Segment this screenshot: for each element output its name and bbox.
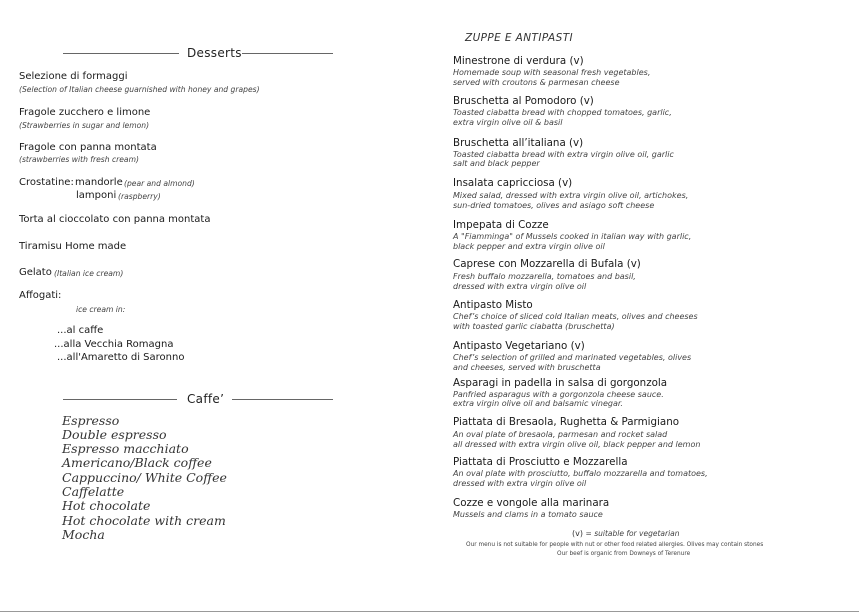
- beef-note: Our beef is organic from Downeys of Terenure: [557, 551, 691, 557]
- coffee-item: Caffelatte: [62, 484, 125, 499]
- coffee-item: Mocha: [62, 527, 105, 542]
- dessert-formaggi-desc: (Selection of Italian cheese guarnished with honey and grapes): [19, 85, 260, 94]
- antipasto-title: Antipasto Vegetariano (v): [453, 340, 585, 352]
- desserts-rule-right: [242, 53, 333, 54]
- antipasto-desc: dressed with extra virgin olive oil: [453, 282, 587, 291]
- antipasto-desc: and cheeses, served with bruschetta: [453, 363, 601, 372]
- dessert-crostatine-mandorle-desc: (pear and almond): [124, 179, 195, 188]
- coffee-item: Hot chocolate: [62, 498, 151, 513]
- antipasto-desc: sun-dried tomatoes, olives and asiago soft cheese: [453, 201, 655, 210]
- desserts-rule-left: [63, 53, 179, 54]
- antipasto-desc: served with croutons & parmesan cheese: [453, 78, 620, 87]
- dessert-affogati-title: Affogati:: [19, 290, 62, 301]
- antipasto-desc: black pepper and extra virgin olive oil: [453, 242, 605, 251]
- antipasto-title: Cozze e vongole alla marinara: [453, 497, 610, 509]
- antipasto-desc: Fresh buffalo mozzarella, tomatoes and basil,: [453, 272, 636, 281]
- dessert-gelato-title: Gelato: [19, 267, 52, 278]
- antipasto-desc: Chef’s selection of grilled and marinated vegetables, olives: [453, 353, 692, 362]
- antipasto-desc: with toasted garlic ciabatta (bruschetta): [453, 322, 615, 331]
- dessert-crostatine-lamponi-desc: (raspberry): [118, 192, 161, 201]
- coffee-item: Hot chocolate with cream: [62, 513, 226, 528]
- antipasto-desc: all dressed with extra virgin olive oil, black pepper and lemon: [453, 440, 701, 449]
- antipasto-title: Piattata di Bresaola, Rughetta & Parmigiano: [453, 416, 680, 428]
- dessert-torta: Torta al cioccolato con panna montata: [19, 214, 211, 225]
- antipasto-desc: extra virgin olive oil & basil: [453, 118, 563, 127]
- antipasto-desc: Panfried asparagus with a gorgonzola cheese sauce.: [453, 390, 664, 399]
- dessert-fragole-limone-desc: (Strawberries in sugar and lemon): [19, 121, 150, 130]
- antipasto-desc: Mussels and clams in a tomato sauce: [453, 510, 603, 519]
- affogati-option: ...all'Amaretto di Saronno: [57, 352, 185, 363]
- vegetarian-symbol: (v): [572, 529, 583, 538]
- coffee-item: Double espresso: [62, 427, 167, 442]
- antipasto-title: Bruschetta al Pomodoro (v): [453, 95, 594, 107]
- dessert-fragole-limone-title: Fragole zucchero e limone: [19, 107, 151, 118]
- zuppe-heading: ZUPPE E ANTIPASTI: [465, 32, 574, 44]
- coffee-item: Americano/Black coffee: [62, 455, 212, 470]
- dessert-fragole-panna-title: Fragole con panna montata: [19, 142, 157, 153]
- dessert-crostatine-lamponi: lamponi: [76, 190, 117, 201]
- antipasto-desc: extra virgin olive oil and balsamic vinegar.: [453, 399, 623, 408]
- antipasto-title: Caprese con Mozzarella di Bufala (v): [453, 258, 641, 270]
- vegetarian-text: = suitable for vegetarian: [585, 529, 680, 538]
- dessert-formaggi-title: Selezione di formaggi: [19, 71, 128, 82]
- desserts-heading: Desserts: [187, 46, 242, 60]
- antipasto-desc: An oval plate of bresaola, parmesan and rocket salad: [453, 430, 668, 439]
- dessert-fragole-panna-desc: (strawberries with fresh cream): [19, 155, 139, 164]
- allergy-note: Our menu is not suitable for people with nut or other food related allergies. Olives may contain stones: [466, 542, 764, 548]
- dessert-crostatine-mandorle: mandorle: [75, 177, 123, 188]
- antipasto-desc: Toasted ciabatta bread with chopped tomatoes, garlic,: [453, 108, 672, 117]
- caffe-heading: Caffe’: [187, 392, 225, 406]
- dessert-affogati-note: ice cream in:: [76, 305, 126, 314]
- vegetarian-key: [572, 529, 680, 538]
- affogati-option: ...alla Vecchia Romagna: [54, 339, 174, 350]
- caffe-rule-left: [63, 399, 177, 400]
- antipasto-desc: A "Fiamminga" of Mussels cooked in italian way with garlic,: [453, 232, 692, 241]
- antipasto-title: Insalata capricciosa (v): [453, 177, 573, 189]
- antipasto-desc: dressed with extra virgin olive oil: [453, 479, 587, 488]
- antipasto-desc: An oval plate with prosciutto, buffalo mozzarella and tomatoes,: [453, 469, 708, 478]
- dessert-gelato-desc: (Italian ice cream): [54, 269, 124, 278]
- page-bottom-border: [0, 611, 859, 612]
- dessert-crostatine-title: Crostatine:: [19, 177, 74, 188]
- antipasto-desc: Chef’s choice of sliced cold Italian meats, olives and cheeses: [453, 312, 698, 321]
- coffee-item: Cappuccino/ White Coffee: [62, 470, 227, 485]
- coffee-item: Espresso: [62, 413, 120, 428]
- antipasto-title: Impepata di Cozze: [453, 219, 549, 231]
- antipasto-title: Asparagi in padella in salsa di gorgonzola: [453, 377, 668, 389]
- affogati-option: ...al caffe: [57, 325, 104, 336]
- antipasto-desc: Homemade soup with seasonal fresh vegetables,: [453, 68, 651, 77]
- coffee-item: Espresso macchiato: [62, 441, 189, 456]
- caffe-rule-right: [232, 399, 333, 400]
- antipasto-title: Piattata di Prosciutto e Mozzarella: [453, 456, 628, 468]
- antipasto-title: Bruschetta all’italiana (v): [453, 137, 584, 149]
- antipasto-desc: Toasted ciabatta bread with extra virgin olive oil, garlic: [453, 150, 674, 159]
- dessert-tiramisu: Tiramisu Home made: [19, 241, 127, 252]
- antipasto-title: Minestrone di verdura (v): [453, 55, 584, 67]
- antipasto-desc: Mixed salad, dressed with extra virgin olive oil, artichokes,: [453, 191, 689, 200]
- antipasto-title: Antipasto Misto: [453, 299, 533, 311]
- antipasto-desc: salt and black pepper: [453, 159, 540, 168]
